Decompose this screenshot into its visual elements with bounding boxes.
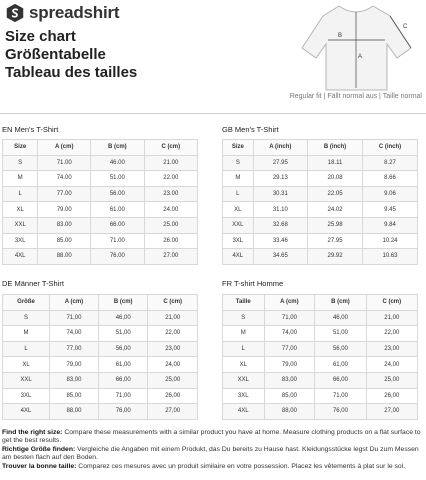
table-cell: 79,00	[264, 357, 315, 373]
table-row	[3, 155, 198, 171]
table-cell: 8.27	[363, 155, 418, 171]
table-cell: XL	[3, 202, 38, 218]
table-cell: 74.00	[38, 171, 91, 187]
table-row	[223, 233, 418, 249]
table-cell: 24,00	[148, 357, 198, 373]
table-cell: 51,00	[315, 326, 366, 342]
table-cell: 77.00	[38, 186, 91, 202]
table-cell: 8.66	[363, 171, 418, 187]
table-cell: 23,00	[366, 341, 417, 357]
table-cell: 83,00	[264, 372, 315, 388]
table-cell: 23,00	[148, 341, 198, 357]
table-cell: 88,00	[49, 404, 98, 420]
table-cell: 22,00	[148, 326, 198, 342]
table-cell: 66.00	[91, 217, 144, 233]
table-title-en: EN Men's T-Shirt	[2, 125, 59, 134]
table-cell: 83.00	[38, 217, 91, 233]
table-header-row	[3, 140, 198, 156]
table-cell: 4XL	[223, 249, 254, 265]
column-header: C (cm)	[148, 295, 198, 311]
table-row	[3, 171, 198, 187]
table-cell: 25,00	[148, 372, 198, 388]
table-cell: 71,00	[264, 310, 315, 326]
table-title-de: DE Männer T-Shirt	[2, 279, 64, 288]
note-de-label: Richtige Größe finden:	[2, 445, 76, 453]
table-cell: 3XL	[3, 388, 50, 404]
label-c: C	[403, 24, 408, 30]
table-cell: 74,00	[49, 326, 98, 342]
table-cell: 3XL	[223, 388, 265, 404]
table-row	[3, 310, 198, 326]
column-header: C (cm)	[144, 140, 197, 156]
table-cell: 22.00	[144, 171, 197, 187]
column-header: A (cm)	[264, 295, 315, 311]
table-cell: 26.00	[144, 233, 197, 249]
table-cell: 10.24	[363, 233, 418, 249]
table-cell: 61,00	[98, 357, 148, 373]
table-cell: 21,00	[148, 310, 198, 326]
page-title-fr: Tableau des tailles	[5, 64, 138, 81]
table-cell: 3XL	[3, 233, 38, 249]
table-cell: 25.00	[144, 217, 197, 233]
table-row	[223, 155, 418, 171]
table-row	[223, 202, 418, 218]
fit-note: Regular fit | Fällt normal aus | Taille normal	[289, 93, 422, 100]
table-cell: 25,00	[366, 372, 417, 388]
note-de	[2, 446, 424, 463]
table-cell: 51,00	[98, 326, 148, 342]
table-cell: 27.95	[308, 233, 363, 249]
note-de-text: Vergleiche die Angaben mit einem Produkt, das Du bereits zu Hause hast. Kleidungsstücke legst Du zum Messen am besten flach auf den Boden.	[2, 445, 419, 462]
table-cell: 26,00	[366, 388, 417, 404]
table-row	[223, 388, 418, 404]
table-cell: 56,00	[98, 341, 148, 357]
table-cell: 3XL	[223, 233, 254, 249]
header-divider	[0, 113, 426, 114]
table-cell: XXL	[223, 372, 265, 388]
table-header-row	[3, 295, 198, 311]
table-cell: 46.00	[91, 155, 144, 171]
page-titles	[5, 28, 137, 82]
table-cell: L	[223, 341, 265, 357]
table-cell: 24,00	[366, 357, 417, 373]
table-cell: 46,00	[315, 310, 366, 326]
table-cell: 27.95	[253, 155, 307, 171]
table-cell: 46,00	[98, 310, 148, 326]
tshirt-outline-icon	[302, 6, 411, 90]
table-row	[223, 404, 418, 420]
note-en-label: Find the right size:	[2, 429, 63, 436]
tshirt-measurement-diagram	[287, 0, 426, 92]
size-table-de	[2, 294, 198, 420]
table-cell: 88,00	[264, 404, 315, 420]
table-cell: 27,00	[148, 404, 198, 420]
table-title-gb: GB Men's T-Shirt	[222, 125, 279, 134]
table-cell: 4XL	[3, 249, 38, 265]
table-cell: XXL	[3, 217, 38, 233]
column-header: A (cm)	[38, 140, 91, 156]
table-cell: 56.00	[91, 186, 144, 202]
table-row	[3, 233, 198, 249]
label-b: B	[338, 33, 343, 39]
table-row	[223, 310, 418, 326]
table-cell: S	[3, 310, 50, 326]
table-cell: 71,00	[49, 310, 98, 326]
table-cell: 21,00	[366, 310, 417, 326]
table-cell: 23.00	[144, 186, 197, 202]
column-header: Größe	[3, 295, 50, 311]
table-cell: 27,00	[366, 404, 417, 420]
table-cell: 4XL	[223, 404, 265, 420]
page-title-en: Size chart	[5, 28, 76, 45]
table-cell: 71,00	[98, 388, 148, 404]
table-cell: S	[3, 155, 38, 171]
column-header: A (inch)	[253, 140, 307, 156]
table-cell: 83,00	[49, 372, 98, 388]
table-cell: XXL	[223, 217, 254, 233]
brand-logo[interactable]	[4, 2, 119, 24]
table-cell: 71,00	[315, 388, 366, 404]
table-row	[223, 341, 418, 357]
table-header-row	[223, 140, 418, 156]
table-row	[3, 202, 198, 218]
column-header: B (cm)	[315, 295, 366, 311]
table-cell: 74,00	[264, 326, 315, 342]
table-cell: M	[3, 326, 50, 342]
table-cell: 76,00	[98, 404, 148, 420]
table-cell: 61,00	[315, 357, 366, 373]
table-cell: 18.11	[308, 155, 363, 171]
table-cell: S	[223, 310, 265, 326]
table-cell: 9.06	[363, 186, 418, 202]
table-cell: 30.31	[253, 186, 307, 202]
table-cell: XL	[223, 357, 265, 373]
brand-name: spreadshirt	[29, 3, 120, 22]
table-cell: XL	[223, 202, 254, 218]
table-cell: 24.00	[144, 202, 197, 218]
size-table-gb	[222, 139, 418, 265]
column-header: B (cm)	[98, 295, 148, 311]
table-row	[3, 341, 198, 357]
table-cell: M	[223, 171, 254, 187]
table-cell: L	[3, 341, 50, 357]
table-cell: 56,00	[315, 341, 366, 357]
table-cell: 77,00	[49, 341, 98, 357]
table-cell: 76.00	[91, 249, 144, 265]
column-header: Taille	[223, 295, 265, 311]
table-cell: XL	[3, 357, 50, 373]
table-cell: 85.00	[38, 233, 91, 249]
column-header: B (cm)	[91, 140, 144, 156]
table-cell: S	[223, 155, 254, 171]
spreadshirt-logo-icon	[4, 2, 26, 24]
table-cell: 79.00	[38, 202, 91, 218]
table-cell: 71.00	[91, 233, 144, 249]
table-cell: 79,00	[49, 357, 98, 373]
note-en	[2, 429, 424, 446]
table-cell: 76,00	[315, 404, 366, 420]
table-cell: 25.98	[308, 217, 363, 233]
column-header: C (inch)	[363, 140, 418, 156]
note-en-text: Compare these measurements with a similar product you have at home. Measure clothing products on a flat surface to get the best results.	[2, 429, 421, 445]
table-row	[223, 372, 418, 388]
table-cell: XXL	[3, 372, 50, 388]
table-title-fr: FR T-shirt Homme	[222, 279, 284, 288]
table-row	[223, 326, 418, 342]
size-table-en	[2, 139, 198, 265]
table-cell: 22,00	[366, 326, 417, 342]
table-cell: 71.00	[38, 155, 91, 171]
table-header-row	[223, 295, 418, 311]
table-cell: 61.00	[91, 202, 144, 218]
table-cell: 33.46	[253, 233, 307, 249]
table-row	[3, 372, 198, 388]
table-cell: 26,00	[148, 388, 198, 404]
table-cell: 22.05	[308, 186, 363, 202]
table-cell: 85,00	[264, 388, 315, 404]
table-row	[3, 388, 198, 404]
table-row	[3, 404, 198, 420]
table-cell: M	[3, 171, 38, 187]
table-row	[223, 249, 418, 265]
table-cell: M	[223, 326, 265, 342]
table-cell: 29.92	[308, 249, 363, 265]
column-header: Size	[223, 140, 254, 156]
table-cell: 66,00	[98, 372, 148, 388]
table-cell: L	[3, 186, 38, 202]
table-cell: 24.02	[308, 202, 363, 218]
table-row	[3, 326, 198, 342]
table-cell: 31.10	[253, 202, 307, 218]
column-header: A (cm)	[49, 295, 98, 311]
table-cell: 85,00	[49, 388, 98, 404]
table-cell: 77,00	[264, 341, 315, 357]
column-header: B (inch)	[308, 140, 363, 156]
label-a: A	[358, 54, 363, 60]
table-cell: 21.00	[144, 155, 197, 171]
note-fr-text: Comparez ces mesures avec un produit similaire en votre possession. Placez les vêtements à plat sur le sol.	[78, 462, 406, 470]
table-cell: 32.68	[253, 217, 307, 233]
table-cell: 4XL	[3, 404, 50, 420]
table-row	[223, 217, 418, 233]
column-header: Size	[3, 140, 38, 156]
table-cell: 20.08	[308, 171, 363, 187]
table-cell: 51.00	[91, 171, 144, 187]
table-cell: 9.84	[363, 217, 418, 233]
table-row	[3, 186, 198, 202]
table-row	[223, 171, 418, 187]
page-title-de: Größentabelle	[5, 46, 106, 63]
table-cell: 10.63	[363, 249, 418, 265]
table-row	[223, 186, 418, 202]
size-table-fr	[222, 294, 418, 420]
table-row	[3, 357, 198, 373]
header	[0, 0, 426, 108]
table-cell: 66,00	[315, 372, 366, 388]
note-fr	[2, 463, 424, 471]
table-row	[3, 249, 198, 265]
column-header: C (cm)	[366, 295, 417, 311]
table-cell: 34.65	[253, 249, 307, 265]
measurement-notes	[2, 429, 424, 471]
table-cell: 29.13	[253, 171, 307, 187]
table-cell: 9.45	[363, 202, 418, 218]
table-cell: 27.00	[144, 249, 197, 265]
table-row	[223, 357, 418, 373]
note-fr-label: Trouver la bonne taille:	[2, 462, 77, 470]
table-cell: L	[223, 186, 254, 202]
table-row	[3, 217, 198, 233]
table-cell: 88.00	[38, 249, 91, 265]
